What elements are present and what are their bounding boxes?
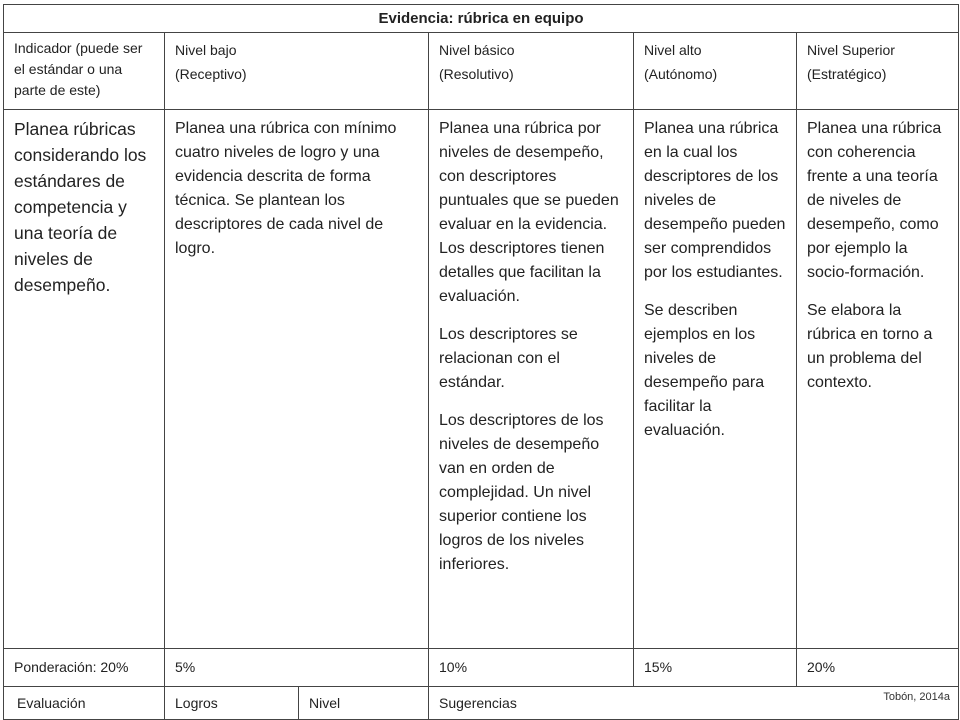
rule-header-bottom xyxy=(3,109,959,110)
footer-logros: Logros xyxy=(175,695,218,711)
nivel-bajo-cell xyxy=(165,117,428,648)
table-title: Evidencia: rúbrica en equipo xyxy=(378,10,584,27)
nivel-bajo-paragraph: Planea una rúbrica con mínimo cuatro niveles de logro y una evidencia descrita de forma técnica. Se plantean los descriptores de cada nivel de logro. xyxy=(175,120,397,257)
header-nivel-superior: Nivel Superior (Estratégico) xyxy=(807,42,895,82)
source-citation: Tobón, 2014a xyxy=(883,691,950,703)
rule-right xyxy=(958,4,959,720)
header-nivel-basico: Nivel básico (Resolutivo) xyxy=(439,42,515,82)
nivel-superior-paragraph-1: Planea una rúbrica con coherencia frente a una teoría de niveles de desempeño, como por ejemplo la socio-formación. xyxy=(807,120,942,281)
nivel-alto-cell xyxy=(634,117,796,648)
header-indicator: Indicador (puede ser el estándar o una parte de este) xyxy=(14,40,143,98)
nivel-superior-cell xyxy=(797,117,958,648)
footer-nivel: Nivel xyxy=(309,695,341,711)
weight-indicator: Ponderación: 20% xyxy=(14,659,129,675)
footer-sugerencias: Sugerencias xyxy=(439,695,517,711)
indicator-text: Planea rúbricas considerando los estándares de competencia y una teoría de niveles de desempeño. xyxy=(14,119,147,295)
header-nivel-bajo: Nivel bajo (Receptivo) xyxy=(175,42,247,82)
weight-bajo: 5% xyxy=(175,659,196,675)
nivel-alto-paragraph-1: Planea una rúbrica en la cual los descriptores de los niveles de desempeño pueden ser comprendidos por los estudiantes. xyxy=(644,120,786,281)
nivel-basico-paragraph-3: Los descriptores de los niveles de desempeño van en orden de complejidad. Un nivel superior contiene los logros de los niveles inferiores. xyxy=(439,412,604,573)
nivel-basico-cell xyxy=(429,117,633,648)
weight-superior: 20% xyxy=(807,659,836,675)
nivel-basico-paragraph-2: Los descriptores se relacionan con el estándar. xyxy=(439,326,578,391)
weight-alto: 15% xyxy=(644,659,673,675)
nivel-alto-paragraph-2: Se describen ejemplos en los niveles de desempeño para facilitar la evaluación. xyxy=(644,302,765,439)
footer-evaluacion: Evaluación xyxy=(17,695,86,711)
weight-basico: 10% xyxy=(439,659,468,675)
nivel-superior-paragraph-2: Se elabora la rúbrica en torno a un problema del contexto. xyxy=(807,302,933,391)
nivel-basico-paragraph-1: Planea una rúbrica por niveles de desempeño, con descriptores puntuales que se pueden evaluar en la evidencia. Los descriptores tienen detalles que facilitan la evaluación. xyxy=(439,120,619,305)
header-nivel-alto: Nivel alto (Autónomo) xyxy=(644,42,718,82)
